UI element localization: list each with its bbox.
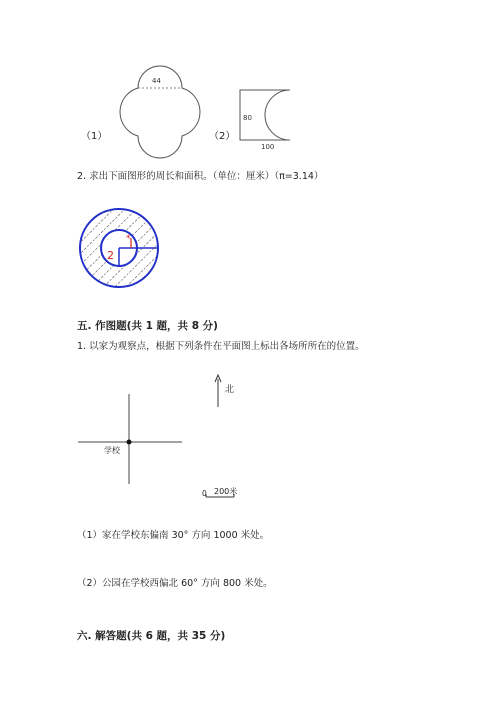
section5-question1: 1. 以家为观察点，根据下列条件在平面图上标出各场所所在的位置。	[77, 341, 365, 352]
scale-value-label: 200米	[214, 487, 238, 496]
radius-label: 2	[107, 249, 114, 262]
center-star: *	[126, 234, 131, 244]
figure1-dimension: 44	[152, 77, 161, 85]
figure2-height: 80	[243, 114, 252, 122]
figure2-shape	[230, 85, 310, 155]
section5-item2: （2）公园在学校西偏北 60° 方向 800 米处。	[77, 578, 273, 589]
origin-label: 学校	[104, 446, 120, 455]
origin-point	[127, 440, 132, 445]
north-label: 北	[225, 385, 235, 395]
scale-zero-label: 0	[202, 489, 207, 498]
annulus-figure	[74, 203, 164, 293]
section5-item1: （1）家在学校东偏南 30° 方向 1000 米处。	[77, 530, 270, 541]
section6-heading: 六. 解答题(共 6 题，共 35 分)	[77, 630, 226, 642]
question2-text: 2. 求出下面图形的周长和面积。（单位：厘米）（π=3.14）	[77, 171, 324, 182]
figure2-width: 100	[261, 143, 275, 151]
figure1-shape	[100, 60, 220, 150]
figure1-label: （1）	[81, 131, 108, 142]
section5-heading: 五. 作图题(共 1 题，共 8 分)	[77, 320, 218, 332]
figure2-label: （2）	[209, 131, 236, 142]
